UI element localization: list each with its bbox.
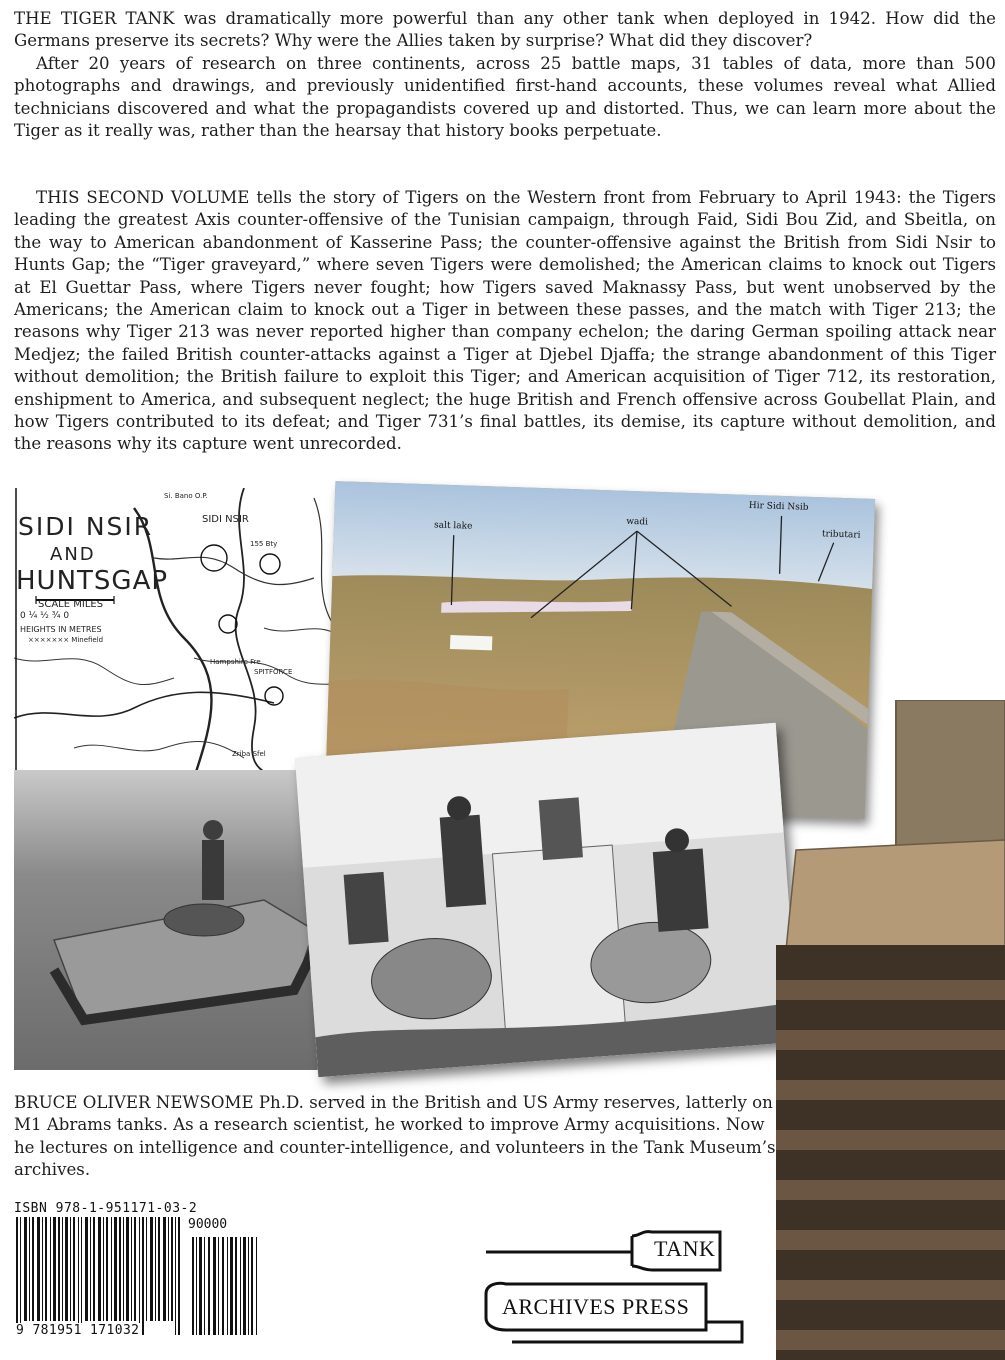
intro-paragraph-3: THIS SECOND VOLUME tells the story of Tigers on the Western front from February to April 1943: the Tigers leading the greatest Axis counter-offensive of the Tunisian campaign, through Faid, Sidi Bou Zid, and Sbeitla, on the way to American abandonment of Kasserine Pass; the counter-offensive against the British from Sidi Nsir to Hunts Gap; the “Tiger graveyard,” where seven Tigers were demolished; the American claims to knock out Tigers at El Guettar Pass, where Tigers never fought; how Tigers saved Maknassy Pass, but went unobserved by the Americans; the American claim to knock out a Tiger in between these passes, and the match with Tiger 213; the reasons why Tiger 213 was never reported higher than company echelon; the daring German spoiling attack near Medjez; the failed British counter-attacks against a Tiger at Djebel Djaffa; the strange abandonment of this Tiger without demolition; the British failure to exploit this Tiger; and American acquisition of Tiger 712, its restoration, enshipment to America, and subsequent neglect; the huge British and French offensive across Goubellat Plain, and how Tigers contributed to its defeat; and Tiger 731’s final battles, its demise, its capture without demolition, and the reasons why its capture went unrecorded. — [14, 188, 996, 454]
tiger-tank-side-image — [776, 700, 1005, 1360]
author-bio: BRUCE OLIVER NEWSOME Ph.D. served in the British and US Army reserves, latterly on M1 Abrams tanks. As a research scientist, he worked to improve Army acquisitions. Now he lectures on intelligence and counter-intelligence, and volunteers in the Tank Museum’s archives. — [14, 1093, 776, 1180]
map-title-line3: HUNTSGAP — [16, 566, 169, 596]
map-label-top: Si. Bano O.P. — [164, 492, 208, 500]
map-title-line2: AND — [50, 544, 96, 565]
map-label-zriba: Zriba Sfel — [232, 750, 266, 758]
publisher-logo — [482, 1222, 744, 1344]
map-label-bty: 155 Bty — [250, 540, 278, 548]
map-scale: SCALE MILES — [38, 599, 104, 610]
map-scale-ticks: 0 ¼ ½ ¾ 0 — [20, 611, 70, 621]
map-heights: HEIGHTS IN METRES — [20, 625, 102, 634]
price-code: 90000 — [188, 1217, 228, 1232]
publisher-name-line2: ARCHIVES PRESS — [502, 1294, 690, 1319]
isbn-label: ISBN 978-1-951171-03-2 — [14, 1201, 198, 1216]
intro-paragraph-2: After 20 years of research on three continents, across 25 battle maps, 31 tables of data, more than 500 photographs and drawings, and previously unidentified first-hand accounts, these volumes reveal what Allied technicians discovered and what the propagandists covered up and distorted. Thus, we can learn more about the Tiger as it really was, rather than the hearsay that history books perpetuate. — [14, 54, 996, 141]
map-label-spitforce: SPITFORCE — [254, 668, 293, 676]
crew-photo — [295, 723, 799, 1077]
photo-label-salt-lake: salt lake — [433, 520, 473, 532]
map-label-sidi-nsir: SIDI NSIR — [202, 514, 249, 525]
barcode-digits: 9 781951 171032 — [16, 1323, 140, 1338]
photo-label-tributary: tributari — [821, 529, 861, 541]
intro-paragraph-1: THE TIGER TANK was dramatically more powerful than any other tank when deployed in 1942. How did the Germans preserve its secrets? Why were the Allies taken by surprise? What did they discover? — [14, 9, 996, 51]
map-label-hampshire: Hampshire Fre — [210, 658, 261, 666]
photo-label-wadi: wadi — [626, 516, 649, 528]
publisher-name-line1: TANK — [654, 1236, 716, 1261]
map-title-line1: SIDI NSIR — [18, 512, 154, 541]
photo-label-hir: Hir Sidi Nsib — [748, 500, 809, 513]
map-minefield: ××××××× Minefield — [28, 636, 104, 644]
tank-photo — [14, 770, 332, 1070]
